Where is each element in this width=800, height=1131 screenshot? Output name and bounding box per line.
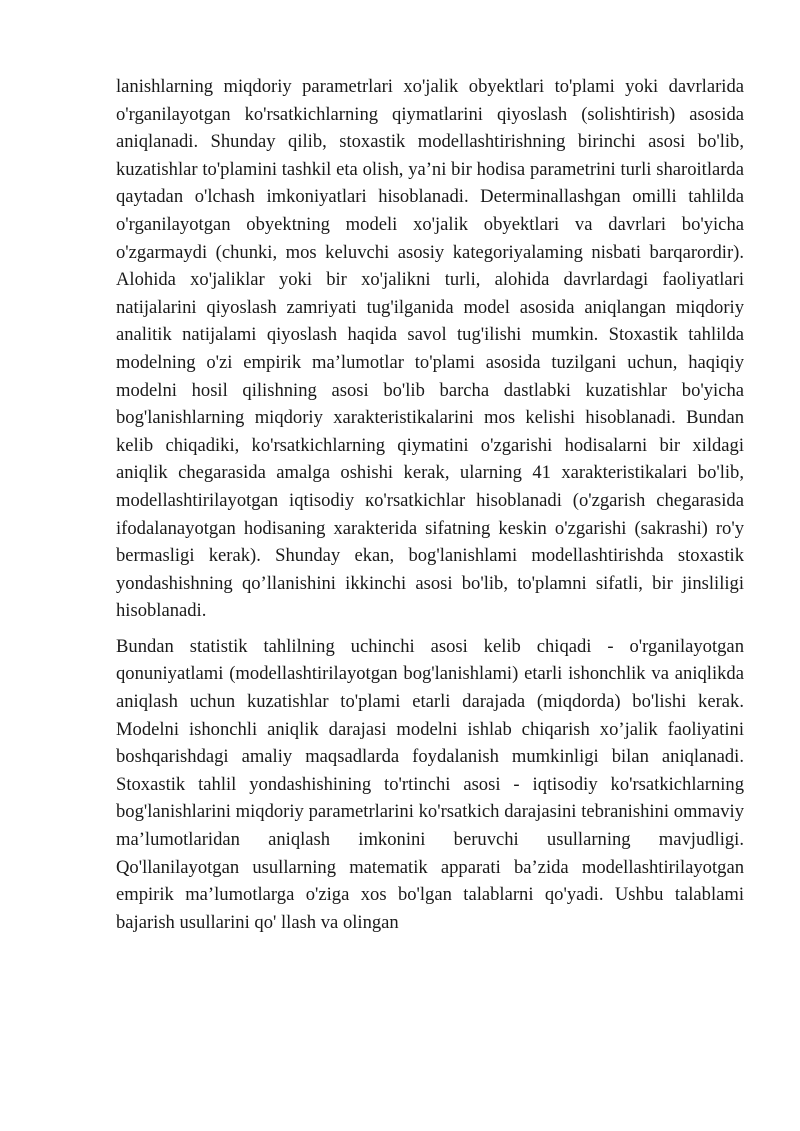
paragraph-1: lanishlarning miqdoriy parametrlari xo'jalik obyektlari to'plami yoki davrlarida o'rganilayotgan ko'rsatkichlarning qiymatlarini qiyoslash (solishtirish) asosida aniqlanadi. Shunday qilib, stoxastik modellashtirishning birinchi asosi bo'lib, kuzatishlar to'plamini tashkil eta olish, ya’ni bir hodisa parametrini turli sharoitlarda qaytadan o'lchash imkoniyatlari hisoblanadi. Determinallashgan omilli tahlilda o'rganilayotgan obyektning modeli xo'jalik obyektlari va davrlari bo'yicha o'zgarmaydi (chunki, mos keluvchi asosiy kategoriyalaming nisbati barqarordir). Alohida xo'jaliklar yoki bir xo'jalikni turli, alohida davrlardagi faoliyatlari natijalarini qiyoslash zamriyati tug'ilganida model asosida aniqlangan miqdoriy analitik natijalami qiyoslash haqida savol tug'ilishi mumkin. Stoxastik tahlilda modelning o'zi empirik ma’lumotlar to'plami asosida tuzilgani uchun, haqiqiy modelni hosil qilishning asosi bo'lib barcha dastlabki kuzatishlar bo'yicha bog'lanishlarning miqdoriy xarakteristikalarini mos kelishi hisoblanadi. Bundan kelib chiqadiki, ko'rsatkichlarning qiymatini o'zgarishi hodisalarni bir xildagi aniqlik chegarasida amalga oshishi kerak, ularning 41 xarakteristikalari bo'lib, modellashtirilayotgan iqtisodiy кo'rsatkichlar hisoblanadi (o'zgarish chegarasida ifodalanayotgan hodisaning xarakterida sifatning keskin o'zgarishi (sakrashi) ro'y bermasligi kerak). Shunday ekan, bog'lanishlami modellashtirishda stoxastik yondashishning qo’llanishini ikkinchi asosi bo'lib, to'plamni sifatli, bir jinsliligi hisoblanadi. xyxy=(116,76,744,622)
document-page xyxy=(116,73,744,936)
paragraph-2: Bundan statistik tahlilning uchinchi asosi kelib chiqadi - o'rganilayotgan qonuniyatlami (modellashtirilayotgan bog'lanishlami) etarli ishonchlik va aniqlikda aniqlash uchun kuzatishlar to'plami etarli darajada (miqdorda) bo'lishi kerak. Modelni ishonchli aniqlik darajasi modelni ishlab chiqarish xo’jalik faoliyatini boshqarishdagi amaliy maqsadlarda foydalanish mumkinligi bilan aniqlanadi. Stoxastik tahlil yondashishining to'rtinchi asosi - iqtisodiy ko'rsatkichlarning bog'lanishlarini miqdoriy parametrlarini ko'rsatkich darajasini tebranishini ommaviy ma’lumotlaridan aniqlash imkonini beruvchi usullarning mavjudligi. Qo'llanilayotgan usullarning matematik apparati ba’zida modellashtirilayotgan empirik ma’lumotlarga o'ziga xos bo'lgan talablarni qo'yadi. Ushbu talablami bajarish usullarini qo' llash va olingan xyxy=(116,635,744,933)
